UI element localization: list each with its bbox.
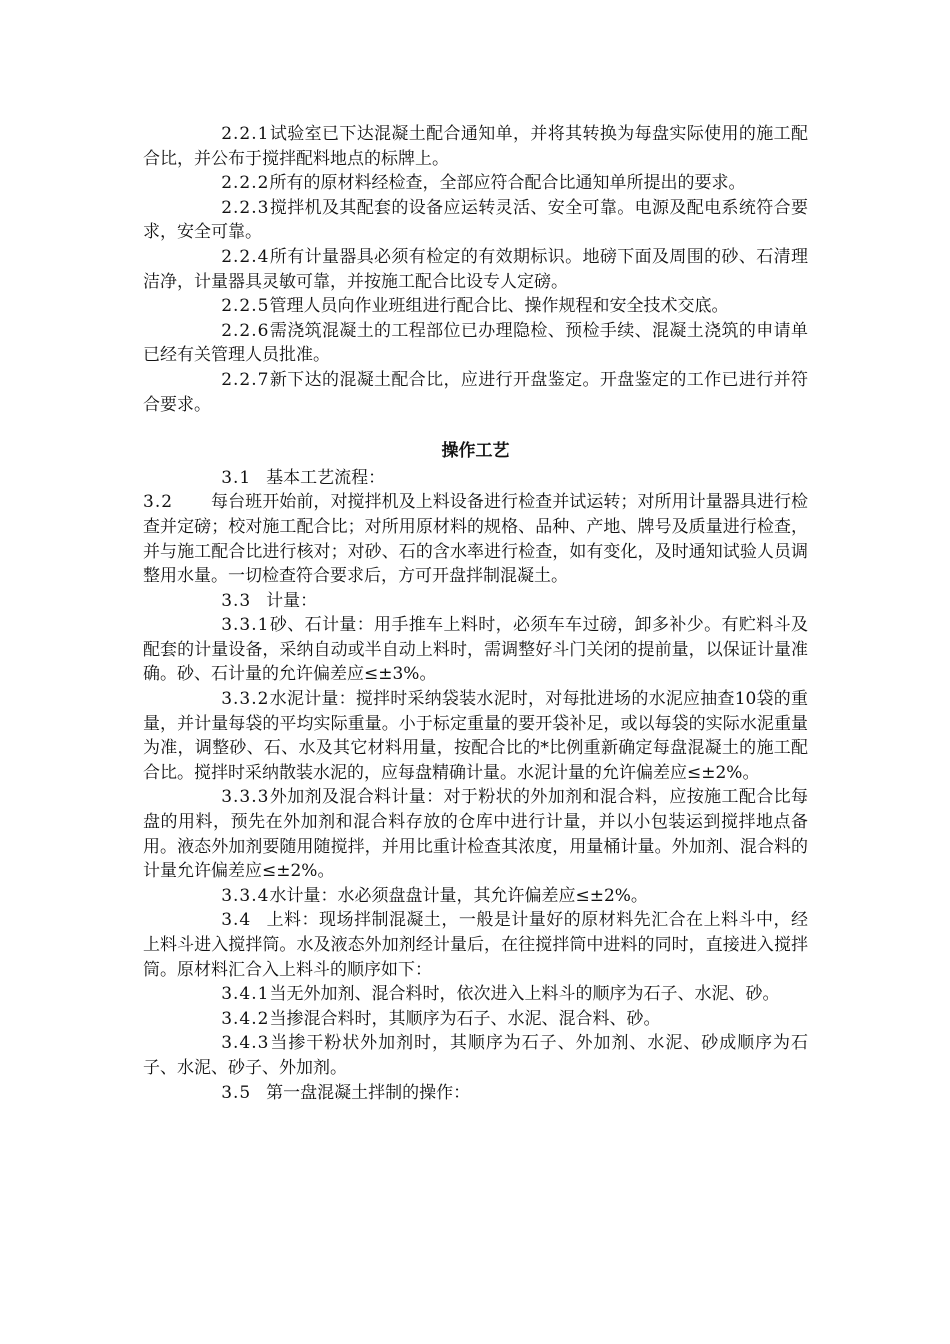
clause-paragraph [143, 196, 808, 245]
clause-paragraph [143, 1081, 808, 1106]
clause-number: 2.2.1 [221, 124, 270, 144]
clause-number: 3.1 [221, 467, 252, 488]
clause-number: 2.2.3 [221, 197, 270, 218]
section-title: 操作工艺 [441, 441, 510, 462]
clause-number: 2.2.2 [221, 173, 270, 194]
clause-paragraph [143, 785, 808, 883]
clause-text: 第一盘混凝土拌制的操作： [266, 1082, 471, 1103]
clause-paragraph [143, 908, 808, 982]
clause-text: 所有的原材料经检查，全部应符合配合比通知单所提出的要求。 [269, 173, 746, 194]
clause-text: 砂、石计量：用手推车上料时，必须车车过磅，卸多补少。有贮料斗及配套的计量设备，采纳自动或半自动上料时，需调整好斗门关闭的提前量，以保证计量准确。砂、石计量的允许偏差应≤±3%。 [143, 615, 808, 685]
clause-number: 3.4.2 [221, 1008, 270, 1029]
clause-paragraph [143, 982, 808, 1007]
clause-number: 2.2.7 [221, 369, 270, 390]
clause-text: 上料：现场拌制混凝土，一般是计量好的原材料先汇合在上料斗中，经上料斗进入搅拌筒。水及液态外加剂经计量后，在往搅拌筒中进料的同时，直接进入搅拌筒。原材料汇合入上料斗的顺序如下： [143, 910, 808, 980]
pre-section [143, 122, 808, 417]
clause-number: 3.3.1 [221, 615, 270, 636]
clause-number: 3.3.4 [221, 885, 270, 906]
clause-text: 外加剂及混合料计量：对于粉状的外加剂和混合料，应按施工配合比每盘的用料，预先在外加剂和混合料存放的仓库中进行计量，并以小包装运到搅拌地点备用。液态外加剂要随用随搅拌，并用比重计检查其浓度，用量桶计量。外加剂、混合料的计量允许偏差应≤±2%。 [143, 787, 808, 882]
clause-text: 需浇筑混凝土的工程部位已办理隐检、预检手续、混凝土浇筑的申请单已经有关管理人员批准。 [143, 320, 808, 366]
clause-text: 基本工艺流程： [266, 467, 386, 488]
clause-text: 新下达的混凝土配合比，应进行开盘鉴定。开盘鉴定的工作已进行并符合要求。 [143, 369, 808, 415]
clause-paragraph [143, 490, 808, 588]
clause-paragraph [143, 294, 808, 319]
clause-number: 3.3.3 [221, 787, 270, 808]
clause-number: 2.2.6 [221, 320, 270, 341]
clause-paragraph [143, 687, 808, 785]
clause-paragraph [143, 466, 808, 491]
clause-paragraph [143, 1007, 808, 1032]
clause-text: 当无外加剂、混合料时，依次进入上料斗的顺序为石子、水泥、砂。 [269, 984, 780, 1005]
clause-paragraph [143, 171, 808, 196]
clause-number: 2.2.4 [221, 246, 270, 267]
clause-text: 搅拌机及其配套的设备应运转灵活、安全可靠。电源及配电系统符合要求，安全可靠。 [143, 197, 808, 243]
clause-number: 3.4.1 [221, 984, 270, 1005]
clause-paragraph [143, 319, 808, 368]
clause-paragraph [143, 613, 808, 687]
post-section [143, 466, 808, 1105]
clause-number: 3.3 [221, 590, 252, 611]
clause-number: 2.2.5 [221, 296, 270, 317]
clause-paragraph [143, 122, 808, 171]
clause-text: 试验室已下达混凝土配合通知单，并将其转换为每盘实际使用的施工配合比，并公布于搅拌配料地点的标牌上。 [143, 124, 808, 169]
clause-paragraph [143, 589, 808, 614]
clause-number: 3.2 [143, 492, 174, 513]
clause-text: 当掺混合料时，其顺序为石子、水泥、混合料、砂。 [269, 1008, 661, 1029]
clause-number: 3.5 [221, 1082, 252, 1103]
clause-text: 每台班开始前，对搅拌机及上料设备进行检查并试运转；对所用计量器具进行检查并定磅；校对施工配合比；对所用原材料的规格、品种、产地、牌号及质量进行检查，并与施工配合比进行核对；对砂、石的含水率进行检查，如有变化，及时通知试验人员调整用水量。一切检查符合要求后，方可开盘拌制混凝土。 [143, 492, 808, 587]
clause-number: 3.4 [221, 910, 252, 931]
document-page [143, 122, 808, 1105]
clause-number: 3.4.3 [221, 1033, 270, 1054]
clause-number: 3.3.2 [221, 689, 270, 710]
clause-text: 水泥计量：搅拌时采纳袋装水泥时，对每批进场的水泥应抽查10袋的重量，并计量每袋的平均实际重量。小于标定重量的要开袋补足，或以每袋的实际水泥重量为准，调整砂、石、水及其它材料用量，按配合比的*比例重新确定每盘混凝土的施工配合比。搅拌时采纳散装水泥的，应每盘精确计量。水泥计量的允许偏差应≤±2%。 [143, 689, 808, 783]
clause-text: 水计量：水必须盘盘计量，其允许偏差应≤±2%。 [269, 885, 648, 906]
clause-paragraph [143, 245, 808, 294]
clause-text: 管理人员向作业班组进行配合比、操作规程和安全技术交底。 [269, 296, 729, 317]
clause-paragraph [143, 884, 808, 909]
clause-paragraph [143, 1031, 808, 1080]
clause-text: 当掺干粉状外加剂时，其顺序为石子、外加剂、水泥、砂成顺序为石子、水泥、砂子、外加剂。 [143, 1033, 808, 1078]
clause-text: 所有计量器具必须有检定的有效期标识。地磅下面及周围的砂、石清理洁净，计量器具灵敏可靠，并按施工配合比设专人定磅。 [143, 246, 808, 292]
clause-paragraph [143, 368, 808, 417]
clause-text: 计量： [266, 590, 318, 611]
